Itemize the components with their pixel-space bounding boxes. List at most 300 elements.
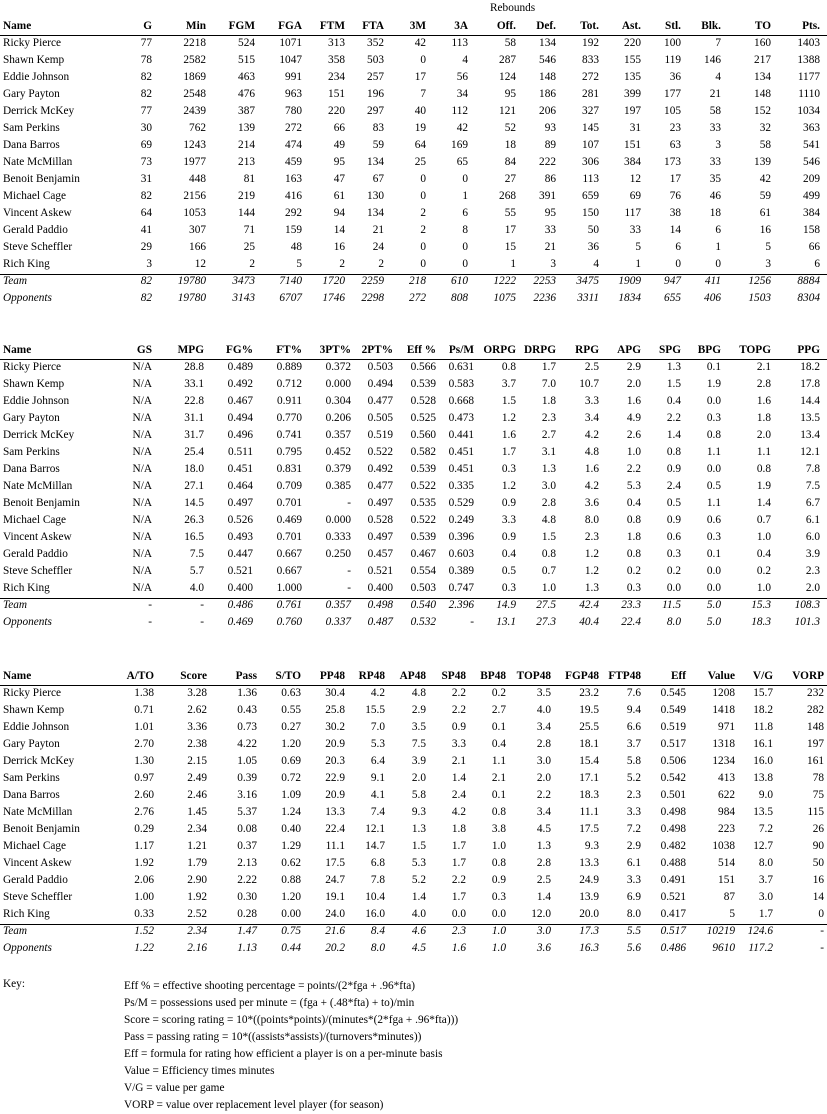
- player-row: [0, 154, 827, 171]
- cell-to: 61: [759, 207, 771, 219]
- cell-pass: 4.22: [237, 738, 257, 750]
- cell-g: 77: [140, 105, 152, 117]
- cell-g: 82: [140, 190, 152, 202]
- cell-value: 223: [718, 823, 735, 835]
- cell-fgp48: 11.1: [579, 806, 599, 818]
- cell-name: Ricky Pierce: [3, 37, 62, 49]
- cell-ftm: 2: [339, 258, 345, 270]
- header-orpg: ORPG: [483, 344, 516, 356]
- cell-ppg: 2.3: [805, 565, 820, 577]
- header-tot: Tot.: [580, 20, 599, 32]
- cell-fga: 7140: [279, 275, 302, 287]
- cell-3pt: 0.357: [325, 599, 351, 611]
- cell-gs: N/A: [132, 531, 152, 543]
- cell-pass: 0.43: [237, 704, 257, 716]
- cell-ps-m: 0.396: [448, 531, 474, 543]
- cell-s-to: 0.55: [281, 704, 301, 716]
- cell-min: 2439: [183, 105, 206, 117]
- cell-2pt: 0.492: [367, 463, 393, 475]
- cell-orpg: 0.9: [501, 497, 516, 509]
- player-row: [0, 359, 827, 376]
- cell-v-g: 117.2: [748, 942, 773, 954]
- cell-eff: 0.535: [410, 497, 436, 509]
- cell-def: 546: [539, 54, 556, 66]
- team-totals-row: [0, 273, 827, 290]
- cell-stl: 105: [664, 105, 681, 117]
- cell-pass: 1.13: [237, 942, 257, 954]
- cell-stl: 947: [664, 275, 681, 287]
- header-spg: SPG: [659, 344, 681, 356]
- header-3a: 3A: [454, 20, 468, 32]
- cell-sp48: 2.2: [451, 687, 466, 699]
- cell-mpg: 25.4: [184, 446, 204, 458]
- cell-off: 1075: [493, 292, 516, 304]
- cell-stl: 6: [675, 241, 681, 253]
- cell-v-g: 1.7: [758, 908, 773, 920]
- cell-pts: 158: [803, 224, 820, 236]
- cell-name: Rich King: [3, 258, 50, 270]
- cell-3m: 0: [420, 241, 426, 253]
- cell-ftm: 1746: [322, 292, 345, 304]
- cell-gs: N/A: [132, 429, 152, 441]
- cell-3m: 17: [414, 71, 426, 83]
- cell-name: Nate McMillan: [3, 806, 73, 818]
- cell-value: 1318: [712, 738, 735, 750]
- cell-ftp48: 5.5: [626, 925, 641, 937]
- cell-s-to: 0.69: [281, 755, 301, 767]
- cell-3pt: 0.333: [325, 531, 351, 543]
- cell-def: 86: [544, 173, 556, 185]
- cell-name: Rich King: [3, 582, 50, 594]
- player-row: [0, 120, 827, 137]
- cell-pass: 1.47: [237, 925, 257, 937]
- cell-eff: 0.488: [660, 857, 686, 869]
- cell-vorp: 232: [807, 687, 824, 699]
- cell-fgp48: 24.9: [579, 874, 599, 886]
- cell-g: 41: [140, 224, 152, 236]
- cell-rp48: 6.8: [370, 857, 385, 869]
- cell-ast: 384: [624, 156, 641, 168]
- cell-spg: 0.9: [666, 514, 681, 526]
- cell-eff: 0.486: [660, 942, 686, 954]
- cell-ast: 220: [624, 37, 641, 49]
- cell-sp48: 1.7: [451, 891, 466, 903]
- cell-pass: 0.08: [237, 823, 257, 835]
- cell-fgm: 524: [238, 37, 255, 49]
- cell-pts: 209: [803, 173, 820, 185]
- cell-drpg: 2.3: [541, 412, 556, 424]
- cell-blk: 33: [709, 156, 721, 168]
- cell-name: Michael Cage: [3, 840, 67, 852]
- cell-ast: 117: [624, 207, 641, 219]
- cell-sp48: 0.0: [451, 908, 466, 920]
- cell-score: 3.28: [187, 687, 207, 699]
- header-blk: Blk.: [701, 20, 721, 32]
- cell-spg: 1.4: [666, 429, 681, 441]
- cell-min: 762: [189, 122, 206, 134]
- cell-apg: 0.2: [626, 565, 641, 577]
- cell-name: Gary Payton: [3, 738, 60, 750]
- key-definition: Eff = formula for rating how efficient a player is on a per-minute basis: [124, 1048, 443, 1060]
- player-row: [0, 512, 827, 529]
- cell-pp48: 30.2: [325, 721, 345, 733]
- player-row: [0, 376, 827, 393]
- cell-spg: 0.9: [666, 463, 681, 475]
- cell-blk: 4: [715, 71, 721, 83]
- cell-fgp48: 16.3: [579, 942, 599, 954]
- header-vorp: VORP: [792, 670, 824, 682]
- cell-name: Opponents: [3, 292, 52, 304]
- cell-name: Sam Perkins: [3, 122, 60, 134]
- cell-ap48: 5.3: [411, 857, 426, 869]
- cell-3a: 8: [462, 224, 468, 236]
- cell-g: 82: [140, 71, 152, 83]
- cell-name: Team: [3, 599, 28, 611]
- cell-ast: 69: [629, 190, 641, 202]
- cell-fgm: 219: [238, 190, 255, 202]
- cell-s-to: 1.20: [281, 891, 301, 903]
- cell-mpg: 28.8: [184, 361, 204, 373]
- player-row: [0, 702, 827, 719]
- cell-gs: N/A: [132, 446, 152, 458]
- cell-fga: 163: [285, 173, 302, 185]
- cell-name: Vincent Askew: [3, 531, 72, 543]
- cell-def: 33: [544, 224, 556, 236]
- cell-fg: 0.526: [227, 514, 253, 526]
- cell-fga: 48: [290, 241, 302, 253]
- cell-mpg: 5.7: [189, 565, 204, 577]
- cell-ft: 0.760: [276, 616, 302, 628]
- cell-bpg: 1.1: [706, 497, 721, 509]
- cell-pass: 5.37: [237, 806, 257, 818]
- player-row: [0, 736, 827, 753]
- cell-stl: 63: [669, 139, 681, 151]
- cell-g: 78: [140, 54, 152, 66]
- cell-pass: 1.36: [237, 687, 257, 699]
- cell-3pt: 0.357: [325, 429, 351, 441]
- key-definition: Eff % = effective shooting percentage = points/(2*fga + .96*fta): [124, 980, 415, 992]
- cell-gs: N/A: [132, 395, 152, 407]
- player-row: [0, 69, 827, 86]
- cell-a-to: 1.92: [134, 857, 154, 869]
- cell-pp48: 19.1: [325, 891, 345, 903]
- cell-ap48: 2.9: [411, 704, 426, 716]
- cell-s-to: 1.09: [281, 789, 301, 801]
- cell-blk: 21: [709, 88, 721, 100]
- cell-pts: 384: [803, 207, 820, 219]
- rebounds-group-label: Rebounds: [490, 2, 536, 14]
- cell-3pt: 0.379: [325, 463, 351, 475]
- header-min: Min: [185, 20, 206, 32]
- cell-sp48: 1.6: [451, 942, 466, 954]
- cell-top48: 3.0: [536, 925, 551, 937]
- cell-fgm: 476: [238, 88, 255, 100]
- cell-spg: 1.3: [666, 361, 681, 373]
- cell-gs: N/A: [132, 565, 152, 577]
- header-3m: 3M: [409, 20, 426, 32]
- cell-rpg: 1.2: [584, 548, 599, 560]
- cell-fga: 963: [285, 88, 302, 100]
- cell-rp48: 4.1: [370, 789, 385, 801]
- cell-gs: -: [148, 616, 152, 628]
- cell-top48: 2.5: [536, 874, 551, 886]
- cell-name: Dana Barros: [3, 139, 60, 151]
- cell-score: 1.45: [187, 806, 207, 818]
- cell-3pt: -: [347, 565, 351, 577]
- cell-name: Dana Barros: [3, 789, 60, 801]
- cell-v-g: 8.0: [758, 857, 773, 869]
- cell-to: 58: [759, 139, 771, 151]
- player-row: [0, 872, 827, 889]
- cell-fta: 134: [367, 207, 384, 219]
- cell-apg: 22.4: [621, 616, 641, 628]
- cell-pts: 541: [803, 139, 820, 151]
- cell-apg: 2.9: [626, 361, 641, 373]
- cell-drpg: 3.0: [541, 480, 556, 492]
- cell-3m: 2: [420, 224, 426, 236]
- cell-bpg: 0.0: [706, 565, 721, 577]
- cell-a-to: 1.22: [134, 942, 154, 954]
- cell-def: 134: [539, 37, 556, 49]
- cell-apg: 1.6: [626, 395, 641, 407]
- cell-top48: 3.0: [536, 755, 551, 767]
- cell-eff: 0.503: [410, 582, 436, 594]
- cell-score: 2.15: [187, 755, 207, 767]
- cell-eff: 0.539: [410, 463, 436, 475]
- cell-fga: 474: [285, 139, 302, 151]
- cell-vorp: 197: [807, 738, 824, 750]
- cell-ap48: 7.5: [411, 738, 426, 750]
- cell-fgm: 81: [243, 173, 255, 185]
- cell-to: 217: [754, 54, 771, 66]
- cell-blk: 411: [704, 275, 721, 287]
- cell-ast: 399: [624, 88, 641, 100]
- cell-rpg: 1.6: [584, 463, 599, 475]
- cell-pass: 0.39: [237, 772, 257, 784]
- cell-fgm: 3143: [232, 292, 255, 304]
- cell-orpg: 13.1: [496, 616, 516, 628]
- cell-fgp48: 19.5: [579, 704, 599, 716]
- cell-ftm: 358: [328, 54, 345, 66]
- header-topg: TOPG: [739, 344, 771, 356]
- cell-3a: 56: [456, 71, 468, 83]
- cell-to: 3: [765, 258, 771, 270]
- cell-rpg: 10.7: [579, 378, 599, 390]
- cell-ast: 1834: [618, 292, 641, 304]
- cell-gs: N/A: [132, 480, 152, 492]
- cell-2pt: 0.487: [367, 616, 393, 628]
- header-fga: FGA: [278, 20, 302, 32]
- cell-to: 59: [759, 190, 771, 202]
- cell-name: Shawn Kemp: [3, 54, 65, 66]
- cell-score: 2.16: [187, 942, 207, 954]
- cell-mpg: 4.0: [189, 582, 204, 594]
- cell-spg: 0.5: [666, 497, 681, 509]
- cell-ast: 1: [635, 258, 641, 270]
- cell-fta: 24: [372, 241, 384, 253]
- cell-ps-m: 0.603: [448, 548, 474, 560]
- cell-off: 27: [504, 173, 516, 185]
- cell-top48: 4.0: [536, 704, 551, 716]
- cell-topg: 0.7: [756, 514, 771, 526]
- player-row: [0, 427, 827, 444]
- cell-name: Shawn Kemp: [3, 704, 65, 716]
- cell-3a: 65: [456, 156, 468, 168]
- cell-a-to: 0.33: [134, 908, 154, 920]
- cell-3a: 113: [451, 37, 468, 49]
- cell-rp48: 7.4: [370, 806, 385, 818]
- cell-fgp48: 13.3: [579, 857, 599, 869]
- cell-orpg: 1.5: [501, 395, 516, 407]
- cell-value: 10219: [706, 925, 735, 937]
- cell-eff: 0.560: [410, 429, 436, 441]
- cell-ap48: 5.8: [411, 789, 426, 801]
- cell-eff: 0.498: [660, 823, 686, 835]
- cell-def: 2253: [533, 275, 556, 287]
- cell-ppg: 12.1: [800, 446, 820, 458]
- cell-rpg: 1.2: [584, 565, 599, 577]
- cell-fga: 1047: [279, 54, 302, 66]
- cell-sp48: 4.2: [451, 806, 466, 818]
- cell-v-g: 16.1: [753, 738, 773, 750]
- cell-ftm: 94: [333, 207, 345, 219]
- cell-bpg: 0.3: [706, 531, 721, 543]
- cell-mpg: 33.1: [184, 378, 204, 390]
- cell-bp48: 0.1: [491, 789, 506, 801]
- cell-drpg: 1.8: [541, 395, 556, 407]
- cell-spg: 0.6: [666, 531, 681, 543]
- cell-topg: 18.3: [751, 616, 771, 628]
- cell-s-to: 0.75: [281, 925, 301, 937]
- cell-3pt: 0.206: [325, 412, 351, 424]
- cell-fta: 297: [367, 105, 384, 117]
- cell-ft: 0.770: [276, 412, 302, 424]
- cell-s-to: 0.00: [281, 908, 301, 920]
- cell-bp48: 0.1: [491, 721, 506, 733]
- cell-name: Sam Perkins: [3, 772, 60, 784]
- cell-vorp: 90: [812, 840, 824, 852]
- cell-v-g: 3.0: [758, 891, 773, 903]
- cell-fga: 159: [285, 224, 302, 236]
- cell-3m: 0: [420, 173, 426, 185]
- cell-ap48: 1.3: [411, 823, 426, 835]
- cell-ft: 0.701: [276, 531, 302, 543]
- cell-bpg: 0.5: [706, 480, 721, 492]
- cell-pts: 363: [803, 122, 820, 134]
- cell-mpg: 16.5: [184, 531, 204, 543]
- cell-spg: 8.0: [666, 616, 681, 628]
- cell-pts: 1388: [797, 54, 820, 66]
- cell-drpg: 7.0: [541, 378, 556, 390]
- cell-def: 2236: [533, 292, 556, 304]
- cell-tot: 659: [582, 190, 599, 202]
- header-name: Name: [3, 20, 32, 32]
- cell-ftp48: 2.9: [626, 840, 641, 852]
- cell-stl: 14: [669, 224, 681, 236]
- cell-3m: 19: [414, 122, 426, 134]
- cell-vorp: 26: [812, 823, 824, 835]
- cell-rpg: 4.2: [584, 429, 599, 441]
- cell-3pt: 0.385: [325, 480, 351, 492]
- cell-fgm: 463: [238, 71, 255, 83]
- cell-orpg: 0.3: [501, 582, 516, 594]
- cell-fgp48: 20.0: [579, 908, 599, 920]
- cell-3m: 64: [414, 139, 426, 151]
- cell-stl: 17: [669, 173, 681, 185]
- player-row: [0, 188, 827, 205]
- cell-ft: 0.761: [276, 599, 302, 611]
- cell-2pt: 0.477: [367, 395, 393, 407]
- cell-sp48: 1.7: [451, 840, 466, 852]
- cell-name: Michael Cage: [3, 514, 67, 526]
- cell-orpg: 14.9: [496, 599, 516, 611]
- cell-eff: 0.482: [660, 840, 686, 852]
- cell-name: Eddie Johnson: [3, 71, 70, 83]
- cell-fta: 2259: [361, 275, 384, 287]
- cell-fgm: 213: [238, 156, 255, 168]
- cell-fgp48: 18.1: [579, 738, 599, 750]
- cell-fgp48: 23.2: [579, 687, 599, 699]
- cell-eff: 0.522: [410, 480, 436, 492]
- cell-drpg: 27.3: [536, 616, 556, 628]
- cell-apg: 4.9: [626, 412, 641, 424]
- header-top48: TOP48: [516, 670, 551, 682]
- player-row: [0, 719, 827, 736]
- cell-blk: 406: [704, 292, 721, 304]
- cell-fgp48: 9.3: [584, 840, 599, 852]
- cell-rp48: 12.1: [365, 823, 385, 835]
- cell-2pt: 0.505: [367, 412, 393, 424]
- cell-eff: 0.549: [660, 704, 686, 716]
- cell-ftm: 220: [328, 105, 345, 117]
- cell-2pt: 0.494: [367, 378, 393, 390]
- cell-3m: 25: [414, 156, 426, 168]
- cell-g: 69: [140, 139, 152, 151]
- cell-spg: 11.5: [662, 599, 681, 611]
- cell-ps-m: 0.451: [448, 463, 474, 475]
- cell-a-to: 1.30: [134, 755, 154, 767]
- player-row: [0, 804, 827, 821]
- cell-off: 84: [504, 156, 516, 168]
- cell-ppg: 2.0: [805, 582, 820, 594]
- cell-fta: 83: [372, 122, 384, 134]
- cell-vorp: 14: [812, 891, 824, 903]
- cell-bp48: 1.0: [491, 840, 506, 852]
- cell-3m: 0: [420, 54, 426, 66]
- cell-pp48: 22.4: [325, 823, 345, 835]
- cell-topg: 1.6: [756, 395, 771, 407]
- cell-bpg: 5.0: [706, 616, 721, 628]
- cell-a-to: 1.52: [134, 925, 154, 937]
- cell-to: 1503: [748, 292, 771, 304]
- cell-sp48: 1.4: [451, 772, 466, 784]
- player-row: [0, 770, 827, 787]
- cell-off: 52: [504, 122, 516, 134]
- cell-stl: 36: [669, 71, 681, 83]
- cell-pp48: 20.9: [325, 738, 345, 750]
- cell-value: 1418: [712, 704, 735, 716]
- cell-rp48: 15.5: [365, 704, 385, 716]
- cell-s-to: 1.29: [281, 840, 301, 852]
- cell-ftm: 47: [333, 173, 345, 185]
- cell-blk: 58: [709, 105, 721, 117]
- cell-gs: N/A: [132, 497, 152, 509]
- cell-min: 2582: [183, 54, 206, 66]
- cell-mpg: -: [200, 616, 204, 628]
- cell-fg: 0.497: [227, 497, 253, 509]
- cell-apg: 23.3: [621, 599, 641, 611]
- header-ft: FT%: [276, 344, 302, 356]
